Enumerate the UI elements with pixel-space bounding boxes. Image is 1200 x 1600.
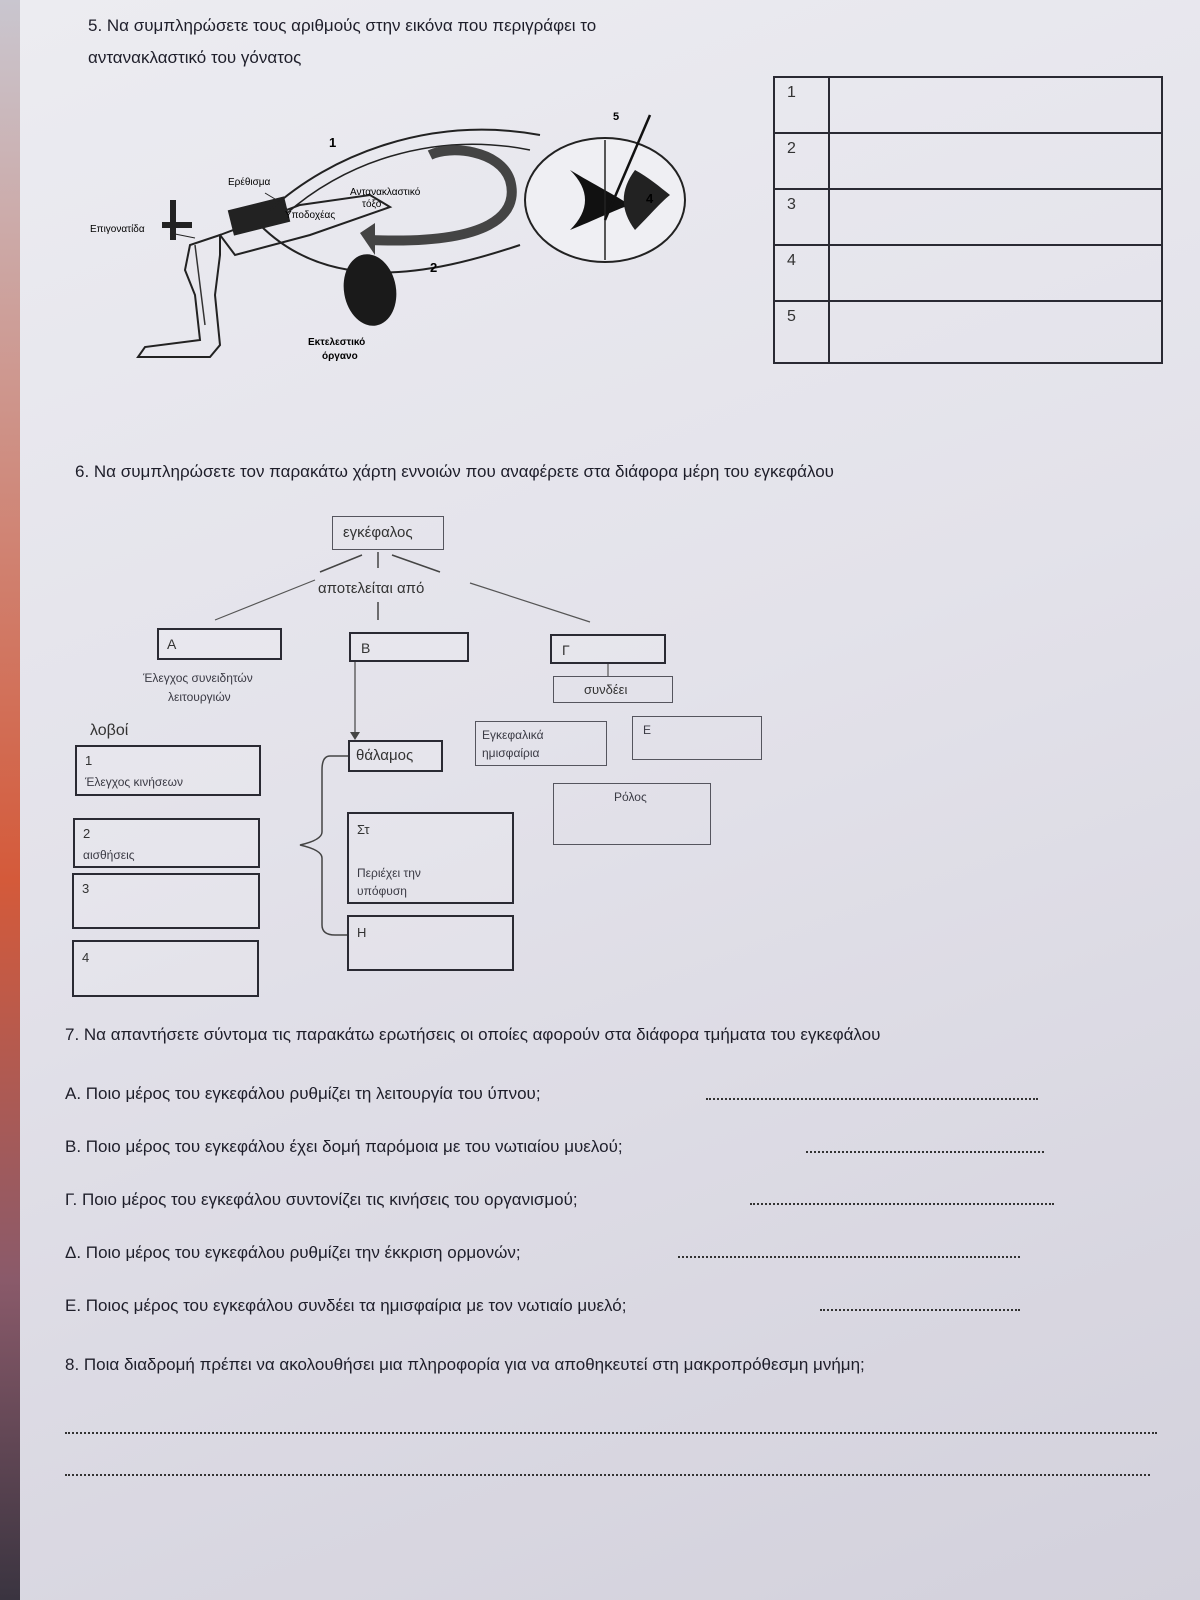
diagram-label-ypodoxeas: Υποδοχέας bbox=[285, 210, 336, 221]
concept-box-b[interactable] bbox=[349, 632, 469, 662]
connects-label: συνδέει bbox=[584, 682, 628, 697]
concept-box-a-label: Α bbox=[167, 636, 177, 652]
concept-root-box bbox=[332, 516, 444, 550]
diagram-label-antanaklastiko-2: τόξο bbox=[362, 199, 382, 210]
hemispheres-line1: Εγκεφαλικά bbox=[482, 728, 544, 742]
table-row-number: 1 bbox=[787, 84, 796, 101]
connects-box bbox=[553, 676, 673, 703]
answer-line-g[interactable] bbox=[750, 1203, 1054, 1205]
diagram-label-ektelestiko-1: Εκτελεστικό bbox=[308, 337, 366, 348]
concept-box-b-label: Β bbox=[361, 640, 371, 656]
answer-line-d[interactable] bbox=[678, 1256, 1020, 1258]
thalamus-label: θάλαμος bbox=[356, 747, 414, 764]
q7-question-a: Α. Ποιο μέρος του εγκεφάλου ρυθμίζει τη λειτουργία του ύπνου; bbox=[65, 1084, 541, 1103]
diagram-label-ektelestiko-2: όργανο bbox=[322, 351, 358, 362]
answer-line-e[interactable] bbox=[820, 1309, 1020, 1311]
table-row-number: 4 bbox=[787, 252, 796, 269]
lobe-box-3[interactable] bbox=[72, 873, 260, 929]
table-row-number: 5 bbox=[787, 308, 796, 325]
a-note-line2: λειτουργιών bbox=[168, 690, 231, 704]
concept-box-h[interactable] bbox=[347, 915, 514, 971]
q7-question-d: Δ. Ποιο μέρος του εγκεφάλου ρυθμίζει την έκκριση ορμονών; bbox=[65, 1243, 521, 1262]
consists-of-label: αποτελείται από bbox=[318, 580, 425, 597]
q7-question-e: Ε. Ποιος μέρος του εγκεφάλου συνδέει τα ημισφαίρια με τον νωτιαίο μυελό; bbox=[65, 1296, 627, 1315]
answer-line-q8-2[interactable] bbox=[65, 1474, 1150, 1476]
a-note-line1: Έλεγχος συνειδητών bbox=[143, 671, 253, 685]
lobe-box-1-number: 1 bbox=[85, 753, 93, 768]
q7-question-b: Β. Ποιο μέρος του εγκεφάλου έχει δομή παρόμοια με του νωτιαίου μυελού; bbox=[65, 1137, 623, 1156]
q6-title: 6. Να συμπληρώσετε τον παρακάτω χάρτη εννοιών που αναφέρετε στα διάφορα μέρη του εγκεφάλου bbox=[75, 462, 834, 481]
answer-line-a[interactable] bbox=[706, 1098, 1038, 1100]
table-row-number: 2 bbox=[787, 140, 796, 157]
concept-box-a[interactable] bbox=[157, 628, 282, 660]
lobe-box-3-number: 3 bbox=[82, 881, 90, 896]
diagram-label-4: 4 bbox=[646, 191, 654, 206]
q5-title-line1: 5. Να συμπληρώσετε τους αριθμούς στην εικόνα που περιγράφει το bbox=[88, 16, 597, 35]
q8-title: 8. Ποια διαδρομή πρέπει να ακολουθήσει μια πληροφορία για να αποθηκευτεί στη μακροπρόθεσμη μνήμη; bbox=[65, 1355, 865, 1374]
hemispheres-box bbox=[475, 721, 607, 766]
concept-root-label: εγκέφαλος bbox=[343, 524, 413, 541]
concept-box-h-label: Η bbox=[357, 925, 367, 940]
lobe-box-2-number: 2 bbox=[83, 826, 91, 841]
concept-box-g-label: Γ bbox=[562, 642, 570, 658]
concept-box-e[interactable] bbox=[632, 716, 762, 760]
q5-title-line2: αντανακλαστικό του γόνατος bbox=[88, 48, 302, 67]
hemispheres-line2: ημισφαίρια bbox=[482, 746, 540, 760]
concept-box-st-label: Στ bbox=[357, 822, 370, 837]
q7-title: 7. Να απαντήσετε σύντομα τις παρακάτω ερωτήσεις οι οποίες αφορούν στα διάφορα τμήματα του εγκεφάλου bbox=[65, 1025, 881, 1044]
table-row-number: 3 bbox=[787, 196, 796, 213]
answer-line-q8-1[interactable] bbox=[65, 1432, 1157, 1434]
lobe-box-2[interactable] bbox=[73, 818, 260, 868]
diagram-label-2: 2 bbox=[430, 260, 438, 275]
diagram-label-epigonatida: Επιγονατίδα bbox=[90, 224, 145, 235]
role-label: Ρόλος bbox=[614, 790, 647, 804]
q7-question-g: Γ. Ποιο μέρος του εγκεφάλου συντονίζει τις κινήσεις του οργανισμού; bbox=[65, 1190, 578, 1209]
lobe-box-1-text: Έλεγχος κινήσεων bbox=[85, 775, 183, 789]
role-box[interactable] bbox=[553, 783, 711, 845]
concept-box-g[interactable] bbox=[550, 634, 666, 664]
lobes-label: λοβοί bbox=[90, 722, 129, 739]
lobe-box-4-number: 4 bbox=[82, 950, 90, 965]
lobe-box-1[interactable] bbox=[75, 745, 261, 796]
answer-line-b[interactable] bbox=[806, 1151, 1044, 1153]
diagram-label-erethisma: Ερέθισμα bbox=[228, 177, 271, 188]
lobe-box-2-text: αισθήσεις bbox=[83, 848, 135, 862]
st-text-line1: Περιέχει την bbox=[357, 866, 421, 880]
st-text-line2: υπόφυση bbox=[357, 884, 407, 898]
concept-box-e-label: Ε bbox=[643, 723, 652, 737]
diagram-label-antanaklastiko-1: Αντανακλαστικό bbox=[350, 187, 421, 198]
concept-box-st[interactable] bbox=[347, 812, 514, 904]
thalamus-box bbox=[348, 740, 443, 772]
lobe-box-4[interactable] bbox=[72, 940, 259, 997]
diagram-label-5: 5 bbox=[613, 111, 620, 123]
diagram-label-1: 1 bbox=[329, 135, 337, 150]
